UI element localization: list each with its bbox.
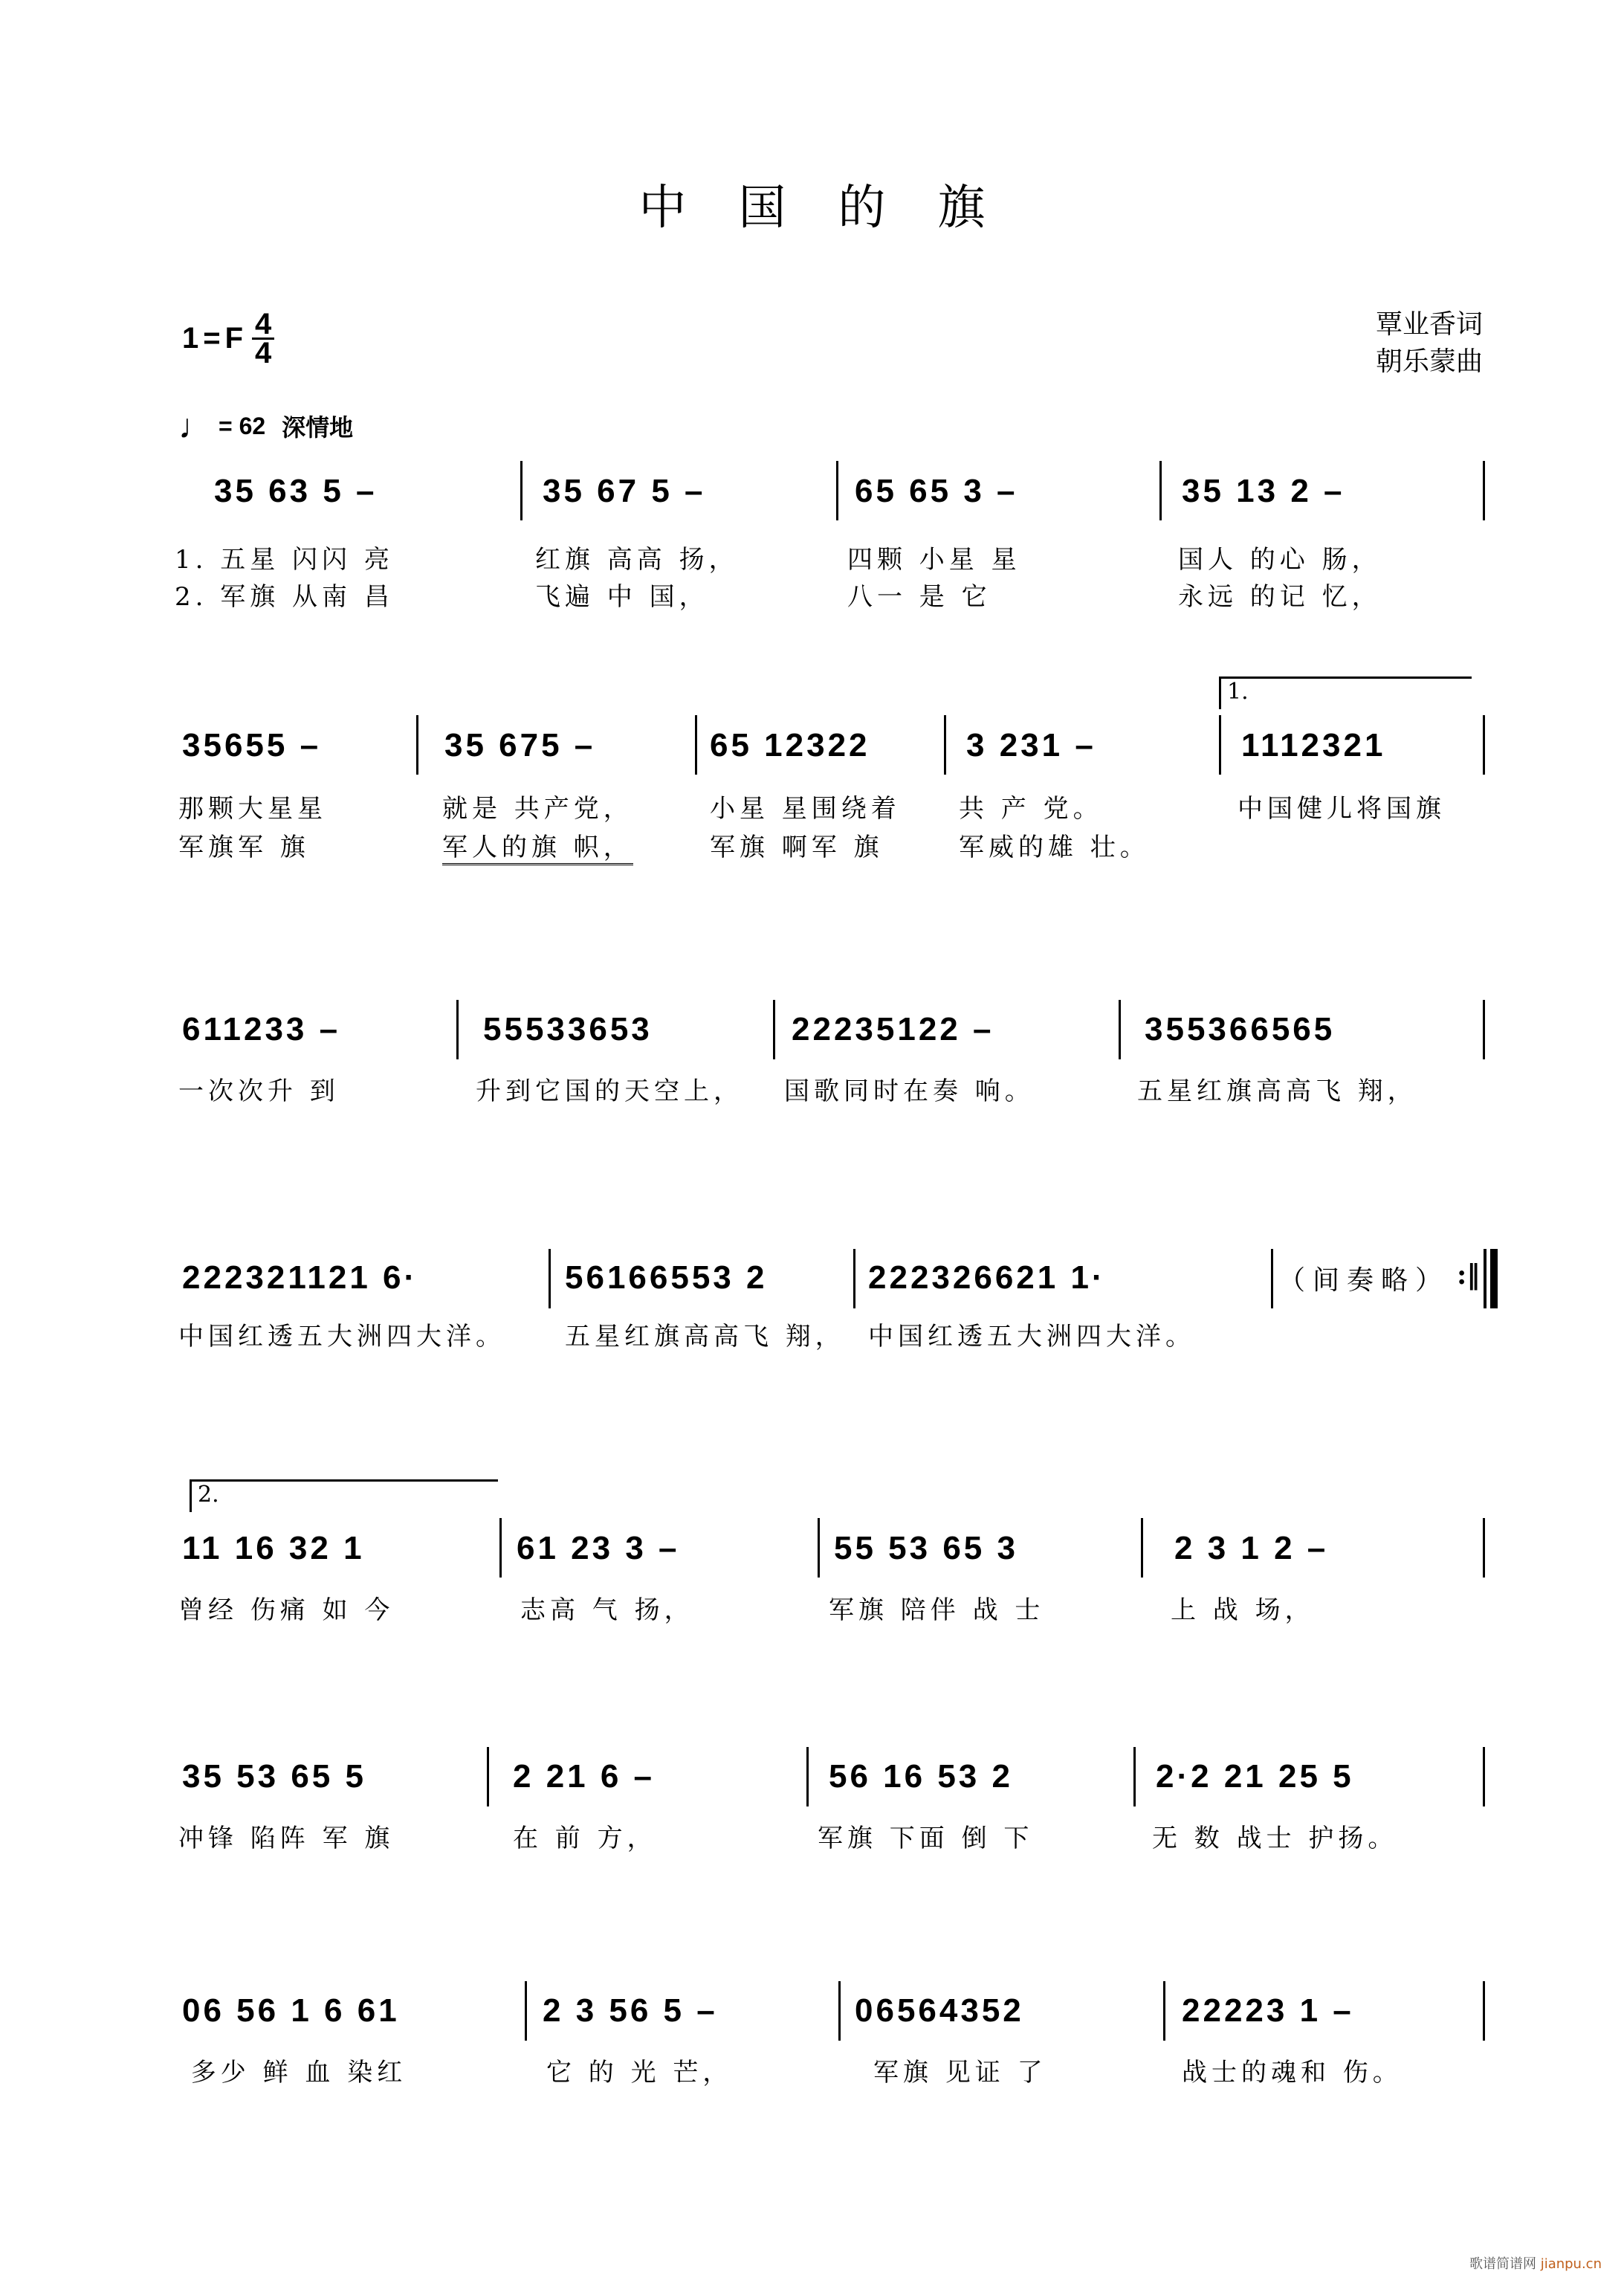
key-equals: = xyxy=(203,322,221,355)
lyric-line: 五星红旗高高飞 翔， xyxy=(565,1322,845,1352)
barline xyxy=(525,1981,527,2041)
lyric-verse-1: 四颗 小星 星 xyxy=(847,545,1021,575)
lyric-line: 升到它国的天空上， xyxy=(476,1076,743,1106)
measure-notes: 22235122 – xyxy=(792,1011,994,1047)
measure-notes: 35 63 5 – xyxy=(214,473,378,509)
lyric-line: 五星红旗高高飞 翔， xyxy=(1137,1076,1417,1106)
barline xyxy=(549,1249,551,1308)
lyric-line: 上 战 场， xyxy=(1171,1595,1315,1625)
lyric-line: 军旗 下面 倒 下 xyxy=(818,1824,1034,1853)
lyric-verse-2: 永远 的记 忆， xyxy=(1178,582,1382,612)
lyric-verse-1: 小星 星围绕着 xyxy=(710,794,901,824)
lyric-verse-1: 红旗 高高 扬， xyxy=(535,545,739,575)
measure-notes: 65 12322 xyxy=(710,727,870,763)
measure-notes: 55533653 xyxy=(483,1011,653,1047)
credits xyxy=(1376,306,1483,381)
lyric-line: 一次次升 到 xyxy=(178,1076,340,1106)
barline xyxy=(695,715,697,775)
measure-notes: 35 675 – xyxy=(444,727,596,763)
time-denominator: 4 xyxy=(255,337,272,369)
lyric-line: 它 的 光 芒， xyxy=(546,2058,733,2087)
barline xyxy=(836,461,838,520)
repeat-barline-thick xyxy=(1490,1249,1498,1308)
lyric-line: 中国红透五大洲四大洋。 xyxy=(868,1322,1195,1352)
barline xyxy=(773,1000,775,1059)
barline xyxy=(1483,1747,1485,1806)
barline xyxy=(1163,1981,1165,2041)
lyric-line: 战士的魂和 伤。 xyxy=(1182,2058,1403,2087)
measure-notes: 222326621 1· xyxy=(868,1259,1106,1296)
watermark-cn: 歌谱简谱网 xyxy=(1469,2256,1536,2272)
measure-notes: 35655 – xyxy=(182,727,322,763)
lyric-line: 国歌同时在奏 响。 xyxy=(784,1076,1035,1106)
lyric-verse-2: 飞遍 中 国， xyxy=(535,582,709,612)
barline xyxy=(1159,461,1162,520)
measure-notes: 3 231 – xyxy=(966,727,1096,763)
time-numerator: 4 xyxy=(252,311,274,340)
barline xyxy=(487,1747,489,1806)
barline xyxy=(1133,1747,1136,1806)
lyric-verse-2: 军人的旗 帜， xyxy=(442,827,633,865)
lyric-verse-1: 那颗大星星 xyxy=(178,794,327,824)
lyric-line: 冲锋 陷阵 军 旗 xyxy=(178,1824,395,1853)
lyric-verse-2: 八一 是 它 xyxy=(847,582,991,612)
measure-notes: 56166553 2 xyxy=(565,1259,768,1296)
measure-notes: 2·2 21 25 5 xyxy=(1156,1758,1354,1795)
barline xyxy=(1271,1249,1273,1308)
lyric-line: 中国红透五大洲四大洋。 xyxy=(178,1322,505,1352)
barline xyxy=(520,461,523,520)
barline xyxy=(1483,1518,1485,1578)
lyric-line: 曾经 伤痛 如 今 xyxy=(178,1595,395,1625)
quarter-note-icon: ♩ xyxy=(178,407,213,445)
watermark-site: jianpu.cn xyxy=(1540,2256,1602,2272)
lyricist: 覃业香词 xyxy=(1375,309,1483,340)
measure-notes: 611233 – xyxy=(182,1011,341,1047)
measure-notes: 35 67 5 – xyxy=(543,473,706,509)
time-signature xyxy=(252,308,274,369)
measure-notes: 06564352 xyxy=(855,1992,1024,2029)
measure-notes: 1112321 xyxy=(1241,727,1386,763)
barline xyxy=(1483,461,1485,520)
key-name: F xyxy=(224,322,244,355)
measure-notes: 2 3 1 2 – xyxy=(1174,1530,1329,1566)
barline xyxy=(1483,1981,1485,2041)
measure-notes: 35 53 65 5 xyxy=(182,1758,366,1795)
lyric-verse-1: 中国健儿将国旗 xyxy=(1238,794,1446,824)
barline xyxy=(499,1518,502,1578)
composer: 朝乐蒙曲 xyxy=(1375,346,1483,377)
lyric-verse-1: 就是 共产党， xyxy=(442,794,633,824)
lyric-verse-1: 1. 五星 闪闪 亮 xyxy=(175,545,394,575)
barline xyxy=(1141,1518,1143,1578)
volta-1: 1. xyxy=(1219,676,1472,709)
barline xyxy=(456,1000,459,1059)
lyric-line: 无 数 战士 护扬。 xyxy=(1152,1824,1398,1853)
lyric-line: 在 前 方， xyxy=(513,1824,657,1853)
tempo-expression: 深情地 xyxy=(282,414,354,441)
barline xyxy=(1483,1000,1485,1059)
measure-notes: 355366565 xyxy=(1145,1011,1336,1047)
measure-notes: 2 21 6 – xyxy=(513,1758,656,1795)
lyric-verse-1: 共 产 党。 xyxy=(959,794,1103,824)
measure-notes: 61 23 3 – xyxy=(517,1530,680,1566)
volta-2: 2. xyxy=(190,1479,498,1512)
measure-notes: 22223 1 – xyxy=(1182,1992,1354,2029)
lyric-verse-2: 军威的雄 壮。 xyxy=(959,833,1150,862)
song-title: 中国的旗 xyxy=(638,181,1038,236)
lyric-line: 志高 气 扬， xyxy=(520,1595,694,1625)
barline xyxy=(806,1747,809,1806)
barline xyxy=(1219,715,1221,775)
interlude-note: （间奏略） xyxy=(1278,1265,1450,1296)
lyric-verse-2: 2. 军旗 从南 昌 xyxy=(175,582,394,612)
measure-notes: 11 16 32 1 xyxy=(182,1530,365,1566)
key-tonic: 1 xyxy=(182,322,199,355)
barline xyxy=(416,715,418,775)
measure-notes: 55 53 65 3 xyxy=(834,1530,1018,1566)
lyric-line: 多少 鲜 血 染红 xyxy=(178,2058,407,2087)
barline xyxy=(944,715,946,775)
measure-notes: 35 13 2 – xyxy=(1182,473,1345,509)
lyric-line: 军旗 见证 了 xyxy=(873,2058,1047,2087)
lyric-verse-2: 军旗军 旗 xyxy=(178,833,310,862)
barline xyxy=(1483,715,1485,775)
key-signature xyxy=(182,308,274,369)
lyric-line: 军旗 陪伴 战 士 xyxy=(829,1595,1045,1625)
lyric-verse-1: 国人 的心 肠， xyxy=(1178,545,1382,575)
tempo-bpm: = 62 xyxy=(219,412,266,439)
measure-notes: 222321121 6· xyxy=(182,1259,418,1296)
barline xyxy=(1119,1000,1121,1059)
measure-notes: 56 16 53 2 xyxy=(829,1758,1013,1795)
lyric-verse-2: 军旗 啊军 旗 xyxy=(710,833,884,862)
watermark xyxy=(1469,2253,1602,2273)
repeat-barline xyxy=(1484,1249,1486,1308)
barline xyxy=(838,1981,841,2041)
measure-notes: 65 65 3 – xyxy=(855,473,1018,509)
barline xyxy=(818,1518,820,1578)
repeat-sign: :‖ xyxy=(1457,1259,1481,1291)
measure-notes: 06 56 1 6 61 xyxy=(182,1992,400,2029)
measure-notes: 2 3 56 5 – xyxy=(543,1992,718,2029)
tempo-marking xyxy=(178,409,353,443)
barline xyxy=(853,1249,855,1308)
